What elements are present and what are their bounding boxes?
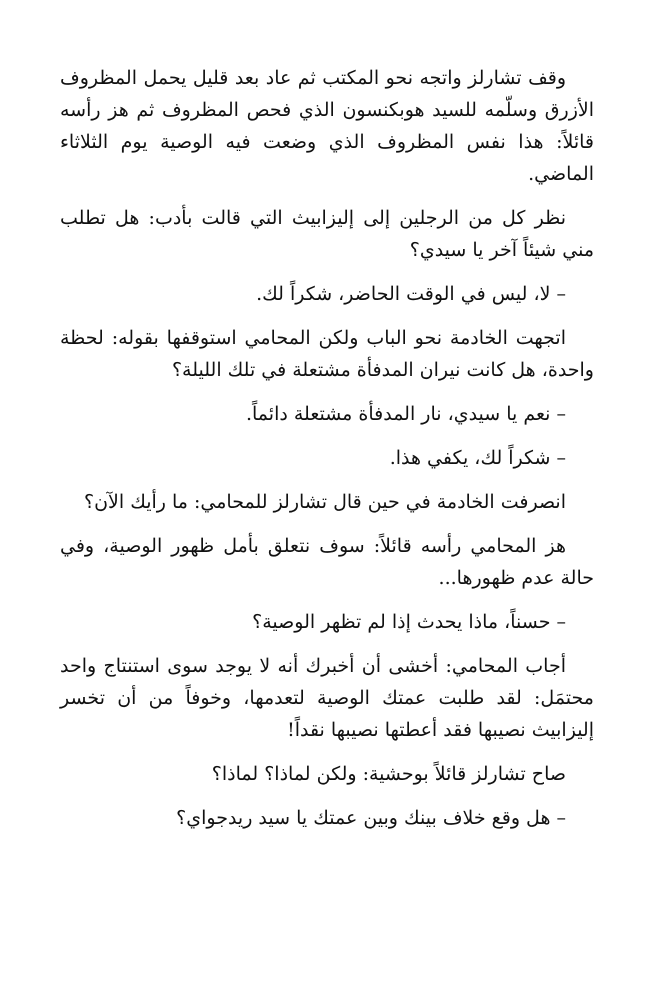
narrative-paragraph: نظر كل من الرجلين إلى إليزابيث التي قالت بأدب: هل تطلب مني شيئاً آخر يا سيدي؟ <box>60 207 594 261</box>
narrative-paragraph: اتجهت الخادمة نحو الباب ولكن المحامي استوقفها بقوله: لحظة واحدة، هل كانت نيران المدفأة مشتعلة في تلك الليلة؟ <box>60 327 594 381</box>
narrative-paragraph: صاح تشارلز قائلاً بوحشية: ولكن لماذا؟ لماذا؟ <box>211 763 566 785</box>
dialogue-line: – نعم يا سيدي، نار المدفأة مشتعلة دائماً. <box>245 403 566 425</box>
narrative-paragraph: هز المحامي رأسه قائلاً: سوف نتعلق بأمل ظهور الوصية، وفي حالة عدم ظهورها... <box>60 535 594 589</box>
narrative-paragraph: انصرفت الخادمة في حين قال تشارلز للمحامي: ما رأيك الآن؟ <box>84 491 566 513</box>
narrative-paragraph: أجاب المحامي: أخشى أن أخبرك أنه لا يوجد سوى استنتاج واحد محتمَل: لقد طلبت عمتك الوصية لتعدمها، وخوفاً من أن تخسر إليزابيث نصيبها فقد أعطتها نصيبها نقداً! <box>60 655 594 741</box>
dialogue-line: – هل وقع خلاف بينك وبين عمتك يا سيد ريدجواي؟ <box>176 807 566 829</box>
dialogue-line: – حسناً، ماذا يحدث إذا لم تظهر الوصية؟ <box>252 611 566 633</box>
dialogue-line: – لا، ليس في الوقت الحاضر، شكراً لك. <box>256 283 566 305</box>
narrative-paragraph: وقف تشارلز واتجه نحو المكتب ثم عاد بعد قليل يحمل المظروف الأزرق وسلّمه للسيد هوبكنسون الذي فحص المظروف ثم هز رأسه قائلاً: هذا نفس المظروف الذي وضعت فيه الوصية يوم الثلاثاء الماضي. <box>60 67 594 185</box>
dialogue-line: – شكراً لك، يكفي هذا. <box>389 447 566 469</box>
book-page <box>60 62 594 846</box>
